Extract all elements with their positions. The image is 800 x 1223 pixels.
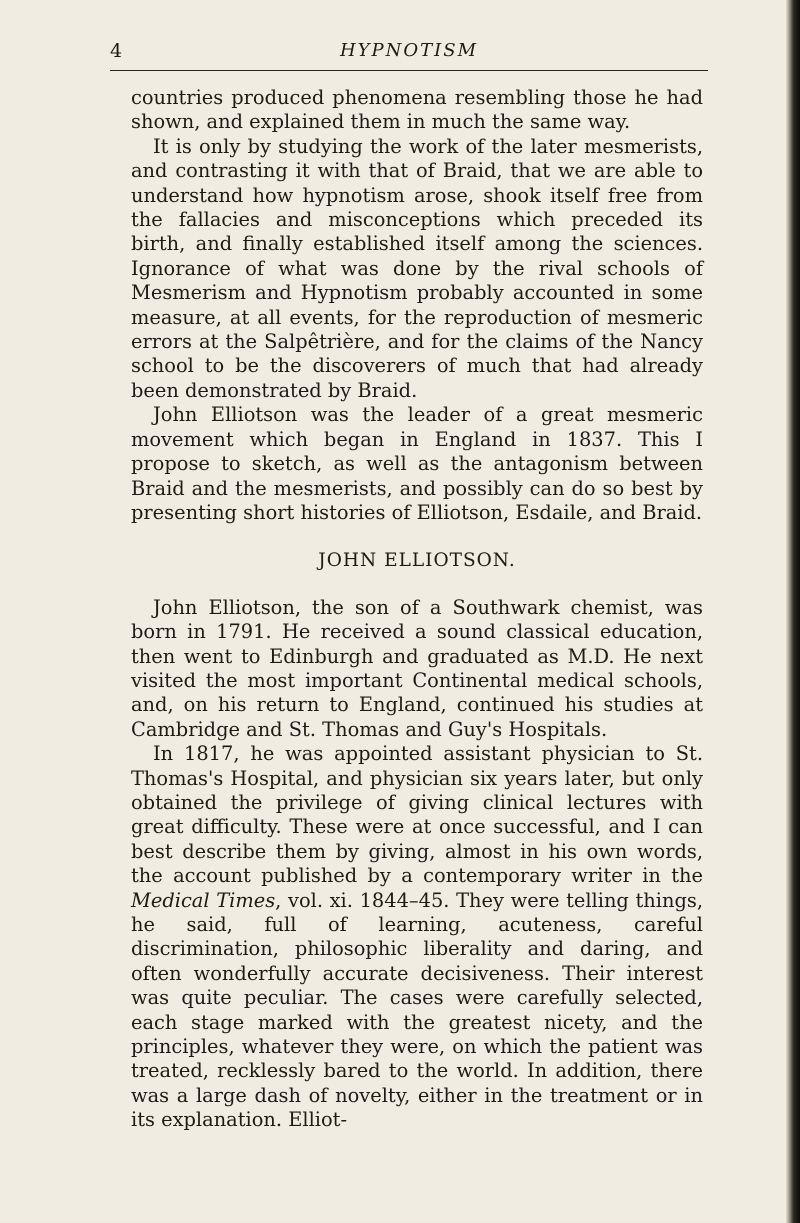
- page-header: [110, 38, 708, 71]
- paragraph-continuation: countries produced phenomena resembling those he had shown, and explained them in much the same way.: [131, 86, 703, 134]
- page-number: 4: [110, 40, 123, 62]
- section-heading: JOHN ELLIOTSON.: [318, 550, 516, 572]
- body-text: [131, 86, 703, 1133]
- running-head: HYPNOTISM: [339, 40, 479, 61]
- paragraph-elliotson-intro: John Elliotson was the leader of a great mesmeric movement which began in England in 1837. This I propose to sketch, as well as the antagonism between Braid and the mesmerists, and possibly can do so best by presenting short histories of Elliotson, Esdaile, and Braid.: [131, 403, 703, 524]
- journal-title: Medical Times: [131, 888, 276, 912]
- lectures-text-part-a: In 1817, he was appointed assistant physician to St. Thomas's Hospital, and physician six years later, but only obtained the privilege of giving clinical lectures with great difficulty. These were at once successful, and I can best describe them by giving, almost in his own words, the account published by a contemporary writer in the: [131, 742, 703, 888]
- page-edge-shadow: [786, 0, 800, 1223]
- paragraph-mesmerists: It is only by studying the work of the later mesmerists, and contrasting it with that of Braid, that we are able to understand how hypnotism arose, shook itself free from the fallacies and misconceptions which preceded its birth, and finally established itself among the sciences. Ignorance of what was done by the rival schools of Mesmerism and Hypnotism probably accounted in some measure, at all events, for the reproduction of mesmeric errors at the Salpêtrière, and for the claims of the Nancy school to be the discoverers of much that had already been demonstrated by Braid.: [131, 134, 703, 402]
- paragraph-elliotson-lectures: [131, 742, 703, 1133]
- lectures-text-part-b: , vol. xi. 1844–45. They were telling things, he said, full of learning, acuteness, careful discrimination, philosophic liberality and daring, and often wonderfully accurate decisiveness. Their interest was quite peculiar. The cases were carefully selected, each stage marked with the greatest nicety, and the principles, whatever they were, on which the patient was treated, recklessly bared to the world. In addition, there was a large dash of novelty, either in the treatment or in its explanation. Elliot-: [131, 888, 703, 1132]
- paragraph-elliotson-biography: John Elliotson, the son of a Southwark chemist, was born in 1791. He received a sound classical education, then went to Edinburgh and graduated as M.D. He next visited the most important Continental medical schools, and, on his return to England, continued his studies at Cambridge and St. Thomas and Guy's Hospitals.: [131, 595, 703, 741]
